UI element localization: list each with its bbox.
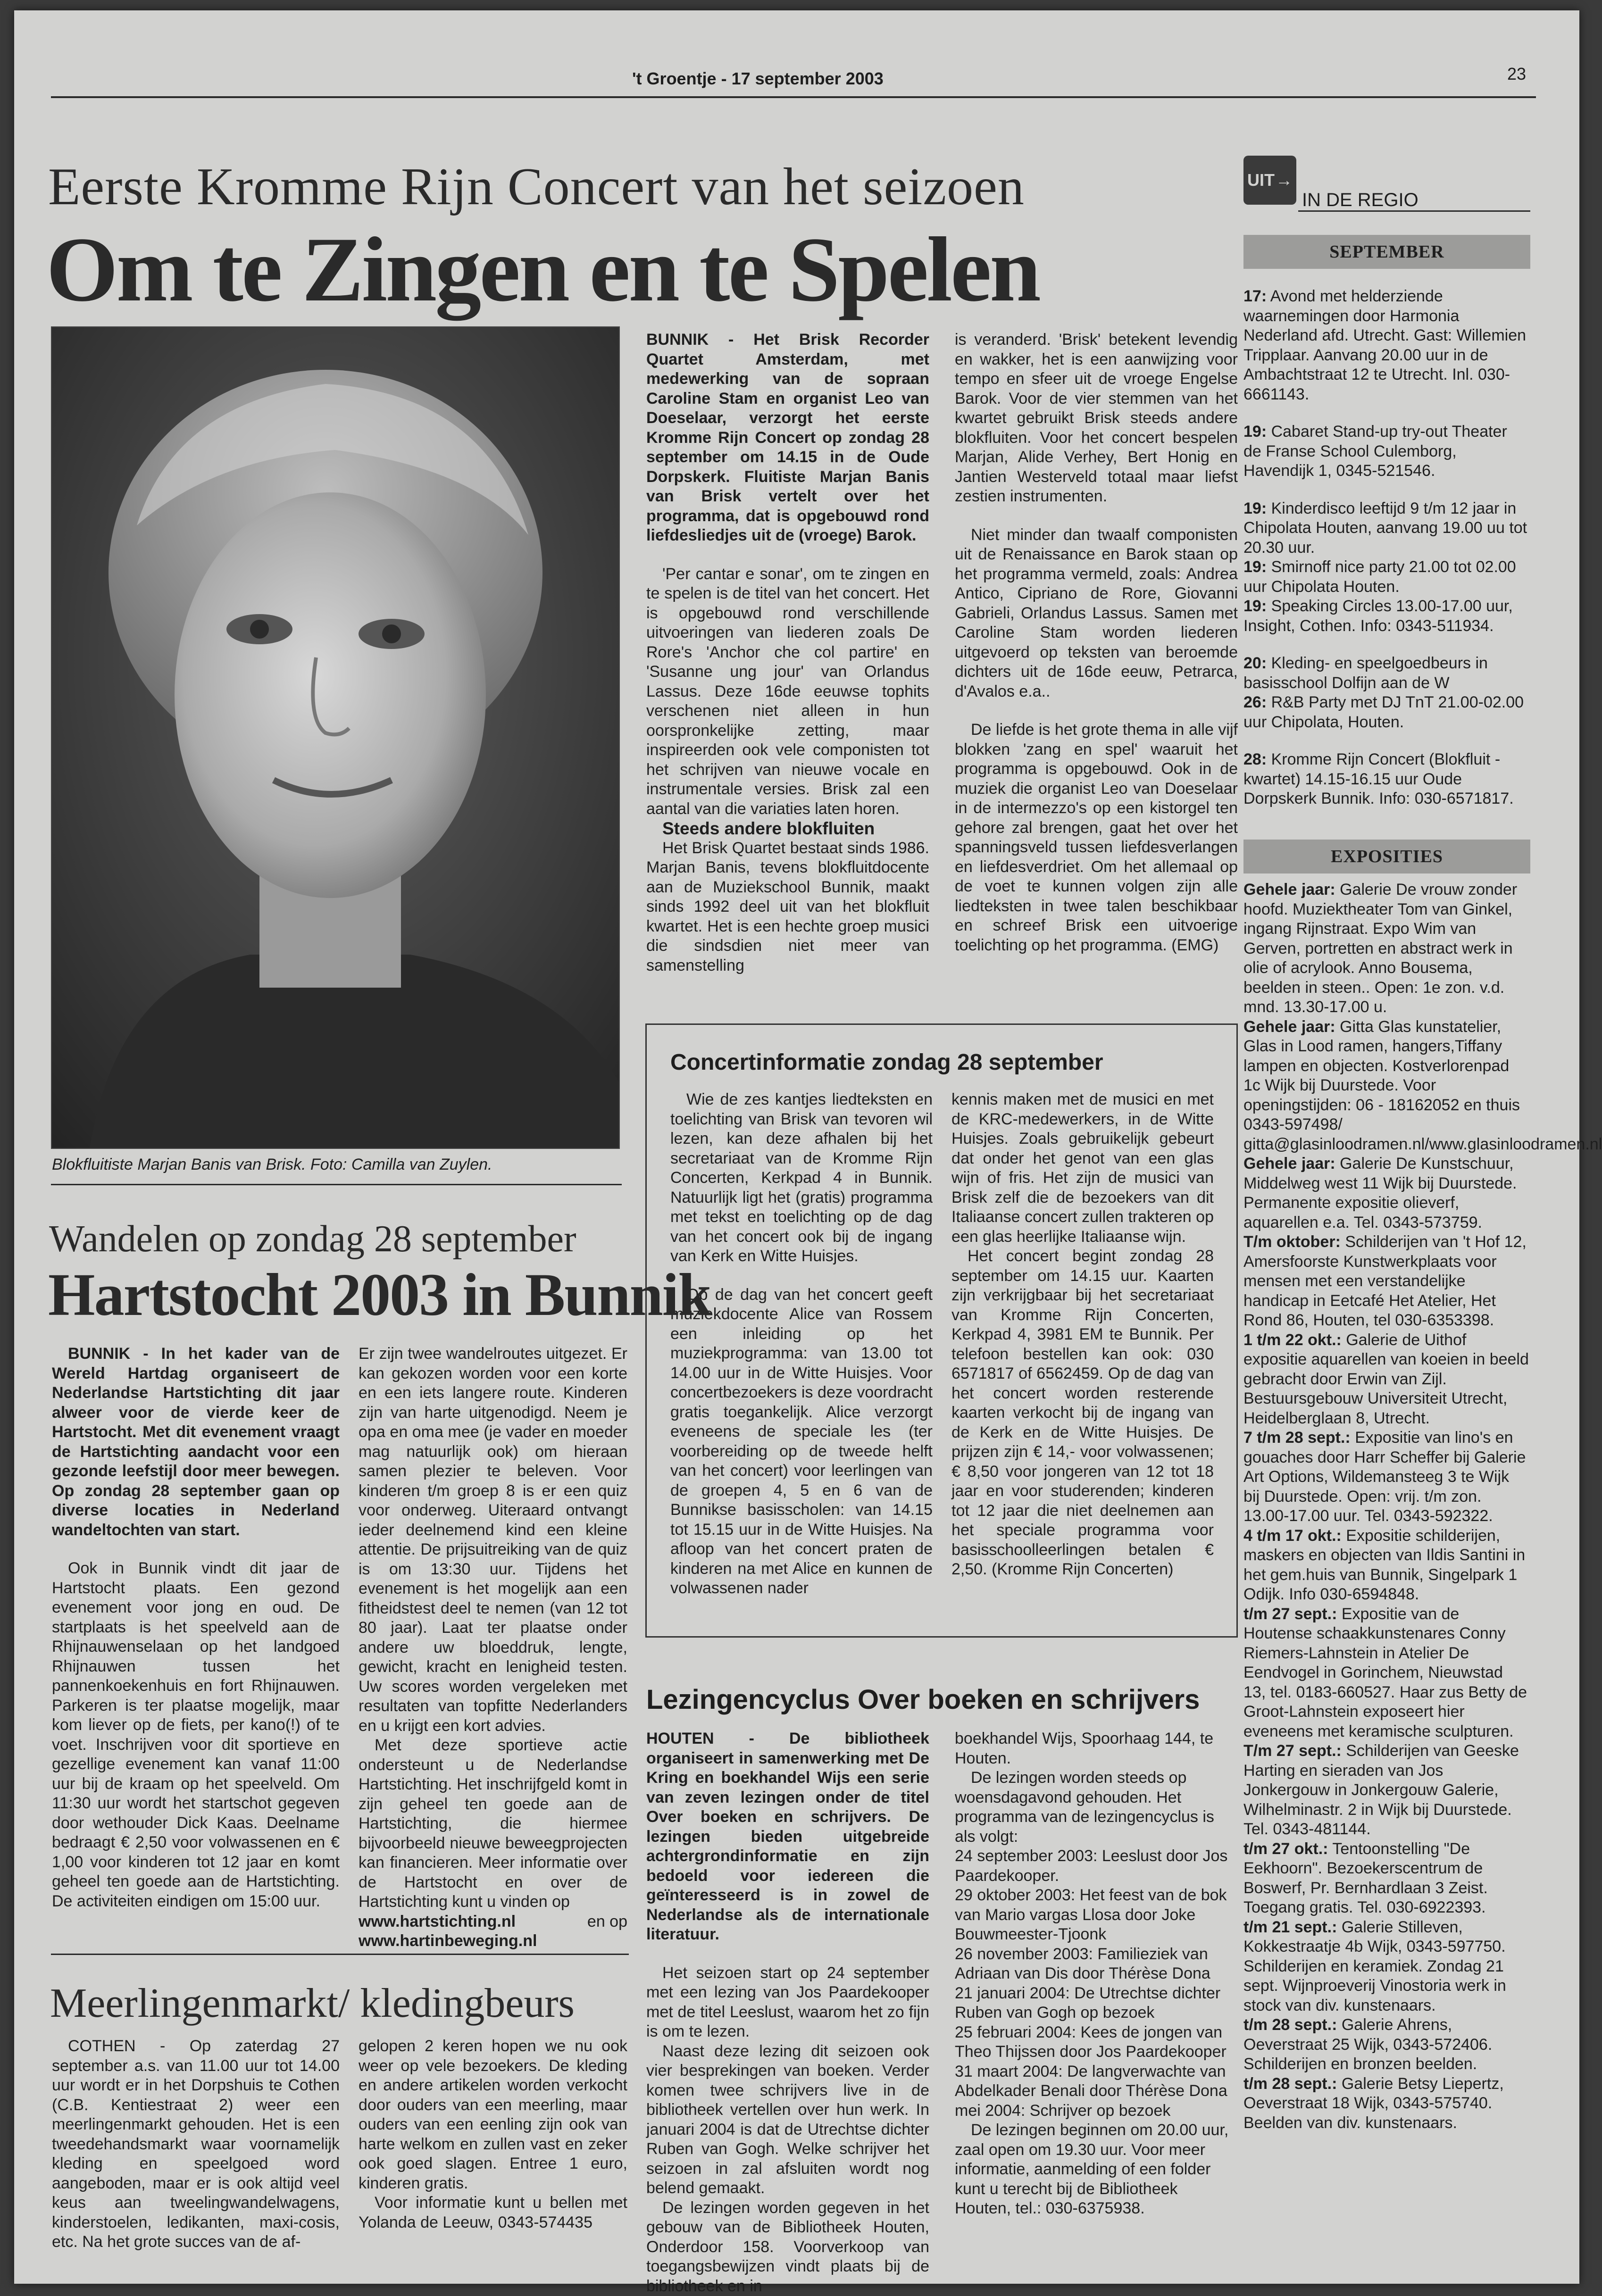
info-paragraph: Wie de zes kantjes liedteksten en toelichting van Brisk van tevoren wil lezen, kan deze afhalen bij het secretariaat van de Kromme Rijn Concerten, Kerkpad 4 in Bunnik. Natuurlijk ligt het (gratis) programma met tekst en toelichting op de dag van het concert ook bij de ingang van Kerk en Witte Huisjes. [670, 1090, 933, 1266]
concert-lead: BUNNIK - Het Brisk Recorder Quartet Amsterdam, met medewerking van de sopraan Caroline Stam en organist Leo van Doeselaar, verzorgt het eerste Kromme Rijn Concert op zondag 28 september om 14.15 in de Oude Dorpskerk. Fluitiste Marjan Banis van Brisk vertelt over het programma, dat is opgebouwd rond liefdesliedjes uit de (vroege) Barok. [646, 330, 929, 546]
section-rule [51, 1954, 629, 1955]
meerlingen-paragraph: gelopen 2 keren hopen we nu ook weer op vele bezoekers. De kleding en andere artikelen worden verkocht door ouders van een meerling, maar ouders van een eenling zijn ook van harte welkom en zullen vast en zeker ook goed slagen. Entree 1 euro, kinderen gratis. [359, 2037, 627, 2193]
event-date: t/m 21 sept.: [1243, 1918, 1337, 1936]
event-text: Gitta Glas kunstatelier, Glas in Lood ramen, hangers,Tiffany lampen en objecten. Kostverlorenpad 1c Wijk bij Duurstede. Voor openingstijden: 06 - 18162052 en thuis 0343-597498/ gitta@glasinloodramen.nl/www.glasinloodramen.nl [1243, 1018, 1602, 1153]
event-item [1243, 1331, 1529, 1429]
info-paragraph: Op de dag van het concert geeft muziekdocente Alice van Rossem een inleiding op het muziekprogramma: van 13.00 tot 14.00 uur in de Witte Huisjes. Voor concertbezoekers is deze voordracht gratis toegankelijk. Alice verzorgt eveneens de speciale les (ter voorbereiding op de tweede helft van het concert) voor leerlingen van de groepen 4, 5 en 6 van de Bunnikse basisscholen: van 14.15 tot 15.15 uur in de Witte Huisjes. Na afloop van het concert praten de kinderen na met Alice en kunnen de volwassenen nader [670, 1285, 933, 1598]
event-item [1243, 422, 1529, 481]
info-paragraph: Het concert begint zondag 28 september om 14.15 uur. Kaarten zijn verkrijgbaar bij het secretariaat van Kromme Rijn Concerten, Kerkpad 4, 3981 EM te Bunnik. Per telefoon bestellen kan ook: 030 6571817 of 6562459. Op de dag van het concert worden resterende kaarten verkocht bij de ingang van de Kerk en de Witte Huisjes. De prijzen zijn € 14,- voor volwassenen; € 8,50 voor jongeren van 12 tot 18 jaar en voor studerenden; kinderen tot 12 jaar die niet deelnemen aan het speciale programma voor basisschoolleerlingen betalen € 2,50. (Kromme Rijn Concerten) [951, 1247, 1214, 1580]
event-item [1243, 2074, 1529, 2133]
concert-kicker: Eerste Kromme Rijn Concert van het seizoen [48, 157, 1025, 217]
event-date: 19: [1243, 499, 1267, 517]
lezingen-paragraph: De lezingen worden gegeven in het gebouw van de Bibliotheek Houten, Onderdoor 158. Voorverkoop van toegangsbewijzen vindt plaats bij de bibliotheek en in [646, 2198, 929, 2296]
info-box-column-2 [951, 1090, 1214, 1580]
event-item [1243, 287, 1529, 404]
event-date: 19: [1243, 423, 1267, 441]
event-date: 19: [1243, 597, 1267, 615]
hartstocht-paragraph: Ook in Bunnik vindt dit jaar de Hartstocht plaats. Een gezond evenement voor jong en oud. De startplaats is het speelveld aan de Rhijnauwenselaan op het landgoed Rhijnauwen tussen het pannenkoekenhuis en fort Rhijnauwen. Parkeren is ter plaatse mogelijk, maar kom liever op de fiets, per kano(!) of te voet. Inschrijven voor dit sportieve en gezellige evenement kan vanaf 11:00 uur bij de kraam op het speelveld. Om 11:30 uur wordt het startschot gegeven door wethouder Dick Kaas. Deelname bedraagt € 2,50 voor volwassenen en € 1,00 voor kinderen tot 12 jaar en komt geheel ten goede aan de Hartstichting. De activiteiten eindigen om 15:00 uur. [52, 1559, 340, 1911]
uit-logo [1243, 156, 1296, 205]
event-text: Tentoonstelling "De Eekhoorn". Bezoekerscentrum de Boswerf, Pr. Bernhardlaan 3 Zeist. Toegang gratis. Tel. 030-6922393. [1243, 1840, 1488, 1917]
hartstocht-title: Hartstocht 2003 in Bunnik [48, 1260, 711, 1330]
running-header: 't Groentje - 17 september 2003 [632, 69, 884, 89]
concert-paragraph: 'Per cantar e sonar', om te zingen en te spelen is de titel van het concert. Het is opgebouwd rond verschillende uitvoeringen van liederen zoals De Rore's 'Anchor che col partire' en 'Susanne ung jour' van Orlandus Lassus. Deze 16de eeuwse tophits verschenen niet alleen in hun oorspronkelijke zetting, maar inspireerden ook vele componisten tot het schrijven van nieuwe vocale en instrumentale versies. Brisk zal een aantal van die variaties laten horen. [646, 565, 929, 819]
caption-rule [51, 1184, 622, 1185]
hartstocht-column-2 [359, 1344, 627, 1951]
meerlingen-paragraph: COTHEN - Op zaterdag 27 september a.s. van 11.00 uur tot 14.00 uur wordt er in het Dorpshuis te Cothen (C.B. Kentiestraat 2) weer een meerlingenmarkt gehouden. Het is een tweedehandsmarkt waar voornamelijk kleding en speelgoed word aangeboden, maar er is ook altijd veel keus aan tweelingwandelwagens, kinderstoelen, ledikanten, maxi-cosis, etc. Na het grote succes van de af- [52, 2037, 340, 2252]
event-text: Speaking Circles 13.00-17.00 uur, Insight, Cothen. Info: 0343-511934. [1243, 597, 1513, 635]
header-rule [51, 96, 1536, 98]
hartstocht-paragraph: Er zijn twee wandelroutes uitgezet. Er kan gekozen worden voor een korte en een iets langere route. Kinderen zijn van harte uitgenodigd. Neem je opa en oma mee (je vader en moeder mag natuurlijk ook) om hieraan samen plezier te beleven. Voor kinderen t/m groep 8 is er een quiz voor onderweg. Uiteraard ontvangt ieder deelnemend kind een kleine attentie. De prijsuitreiking van de quiz is om 13:30 uur. Tijdens het evenement is het mogelijk aan een fitheidstest deel te nemen (van 12 tot 80 jaar). Laat ter plaatse onder andere uw bloeddruk, lengte, gewicht, kracht en lenigheid testen. Uw scores worden vergeleken met resultaten van topfitte Nederlanders en u krijgt een kort advies. [359, 1344, 627, 1736]
lezingen-paragraph: Het seizoen start op 24 september met een lezing van Jos Paardekooper met de titel Leeslust, waarom het zo fijn is om te lezen. [646, 1963, 929, 2042]
event-date: 4 t/m 17 okt.: [1243, 1527, 1342, 1545]
event-text: Expositie van lino's en gouaches door Harr Scheffer bij Galerie Art Options, Wildemansteeg 3 te Wijk bij Duurstede. Open: vrij. t/m zon. 13.00-17.00 uur. Tel. 0343-592322. [1243, 1429, 1526, 1525]
event-text: Galerie de Uithof expositie aquarellen van koeien in beeld gebracht door Erwin van Zijl. Bestuursgebouw Universiteit Utrecht, Heidelberglaan 8, Utrecht. [1243, 1331, 1529, 1427]
concert-column-1 [646, 330, 929, 975]
concert-paragraph: Niet minder dan twaalf componisten uit de Renaissance en Barok staan op het programma vermeld, zoals: Andrea Antico, Cipriano de Rore, Giovanni Gabrieli, Orlandus Lassus. Samen met Caroline Stam worden liederen uitgevoerd op teksten van beroemde dichters uit de 16de eeuw, Petrarca, d'Avalos e.a.. [955, 525, 1238, 702]
event-date: 26: [1243, 693, 1267, 711]
info-paragraph: kennis maken met de musici en met de KRC-medewerkers, in de Witte Huisjes. Zoals gebruikelijk gebeurt dat onder het genot van een glas wijn of fris. Het zijn de musici van Brisk zelf die de bezoekers van dit Italiaanse concert zullen trakteren op een glas heerlijke Italiaanse wijn. [951, 1090, 1214, 1247]
lezingen-paragraph: Naast deze lezing dit seizoen ook vier besprekingen van boeken. Verder komen twee schrijvers live in de bibliotheek vertellen over hun werk. In januari 2004 is dat de Utrechtse dichter Ruben van Gogh. Welke schrijver het seizoen in zal afsluiten wordt nog belend gemaakt. [646, 2042, 929, 2198]
lezingen-paragraph: De lezingen worden steeds op woensdagavond gehouden. Het programma van de lezingencyclus is als volgt: [955, 1768, 1238, 1847]
hartstichting-link[interactable]: www.hartstichting.nl [359, 1913, 516, 1930]
event-text: Expositie van de Houtense schaakkunstenares Conny Riemers-Lahnstein in Atelier De Eendvogel in Gorinchem, Nieuwstad 13, tel. 0183-660527. Haar zus Betty de Groot-Lahnstein exposeert hier eveneens met keramische sculpturen. [1243, 1605, 1527, 1740]
event-date: t/m 28 sept.: [1243, 2075, 1337, 2093]
event-item [1243, 1918, 1529, 2016]
hartstocht-kicker: Wandelen op zondag 28 september [49, 1218, 576, 1261]
event-item [1243, 1741, 1529, 1839]
info-box-column-1 [670, 1090, 933, 1598]
event-date: 7 t/m 28 sept.: [1243, 1429, 1351, 1447]
schedule-item: 31 maart 2004: De langverwachte van Abdelkader Benali door Thérèse Dona [955, 2062, 1238, 2101]
arrow-right-icon: → [1276, 170, 1293, 190]
exposities-events [1243, 880, 1529, 2133]
event-date: t/m 27 okt.: [1243, 1840, 1328, 1858]
event-item [1243, 1232, 1529, 1331]
meerlingen-paragraph: Voor informatie kunt u bellen met Yolanda de Leeuw, 0343-574435 [359, 2193, 627, 2232]
event-date: t/m 28 sept.: [1243, 2016, 1337, 2034]
event-text: Schilderijen van 't Hof 12, Amersfoorste Kunstwerkplaats voor mensen met een verstandelijke handicap in Eetcafé Het Atelier, Het Rond 86, Houten, tel 030-6353398. [1243, 1233, 1527, 1329]
schedule-item: mei 2004: Schrijver op bezoek [955, 2101, 1238, 2121]
event-text: Galerie De vrouw zonder hoofd. Muziektheater Tom van Ginkel, ingang Rijnstraat. Expo Wim van Gerven, portretten en abstract werk in olie of acrylook. Anno Bousema, beelden in steen.. Open: 1e zon. v.d. mnd. 13.30-17.00 u. [1243, 881, 1517, 1016]
concert-title: Om te Zingen en te Spelen [46, 218, 1039, 322]
event-item [1243, 499, 1529, 558]
event-item [1243, 654, 1529, 693]
event-item [1243, 1839, 1529, 1918]
event-item [1243, 1154, 1529, 1232]
schedule-item: 25 februari 2004: Kees de jongen van Theo Thijssen door Jos Paardekooper [955, 2023, 1238, 2062]
event-text: Smirnoff nice party 21.00 tot 02.00 uur Chipolata Houten. [1243, 558, 1516, 596]
lezingen-column-2 [955, 1729, 1238, 2219]
hartinbeweging-link[interactable]: www.hartinbeweging.nl [359, 1932, 537, 1950]
uit-logo-text: UIT [1247, 170, 1275, 190]
schedule-item: 21 januari 2004: De Utrechtse dichter Ruben van Gogh op bezoek [955, 1984, 1238, 2023]
concert-paragraph: De liefde is het grote thema in alle vijf blokken 'zang en spel' waaruit het programma is opgebouwd. Ook in de muziek die organist Leo van Doeselaar in de intermezzo's op een kistorgel ten gehore zal brengen, gaat het over het spanningsveld tussen liefdesverlangen en liefdesverdriet. Om het allemaal op de voet te kunnen volgen zijn alle liedteksten in twee talen beschikbaar en schreef Brisk een uitvoerige toelichting op het programma. (EMG) [955, 720, 1238, 955]
event-item [1243, 557, 1529, 597]
event-date: 17: [1243, 287, 1267, 305]
page-number: 23 [1507, 64, 1526, 84]
hartstocht-column-1 [52, 1344, 340, 1911]
event-text: Galerie Betsy Liepertz, Oeverstraat 18 Wijk, 0343-575740. Beelden van div. kunstenaars. [1243, 2075, 1504, 2132]
event-item [1243, 880, 1529, 1017]
portrait-photo [51, 326, 620, 1149]
link-connector: en op [587, 1912, 627, 1932]
event-date: 19: [1243, 558, 1267, 576]
event-date: 28: [1243, 750, 1267, 768]
concert-column-2 [955, 330, 1238, 955]
meerlingen-column-2 [359, 2037, 627, 2232]
event-text: Schilderijen van Geeske Harting en sieraden van Jos Jonkergouw in Jonkergouw Galerie, Wilhelminastr. 2 in Wijk bij Duurstede. Tel. 0343-481144. [1243, 1742, 1519, 1838]
exposities-heading: EXPOSITIES [1243, 840, 1530, 873]
event-item [1243, 1017, 1529, 1155]
september-heading: SEPTEMBER [1243, 235, 1530, 269]
event-text: Avond met helderziende waarnemingen door Harmonia Nederland afd. Utrecht. Gast: Willemien Tripplaar. Aanvang 20.00 uur in de Ambachtstraat 12 te Utrecht. Inl. 030-6661143. [1243, 287, 1526, 403]
schedule-item: 26 november 2003: Familieziek van Adriaan van Dis door Thérèse Dona [955, 1945, 1238, 1984]
event-text: R&B Party met DJ TnT 21.00-02.00 uur Chipolata, Houten. [1243, 693, 1524, 731]
concert-info-box [645, 1023, 1238, 1638]
lecture-schedule [955, 1847, 1238, 2121]
meerlingen-title: Meerlingenmarkt/ kledingbeurs [50, 1980, 575, 2027]
event-item [1243, 693, 1529, 732]
concert-subhead: Steeds andere blokfluiten [646, 819, 929, 839]
lezingen-column-1 [646, 1729, 929, 2296]
lezingen-paragraph: boekhandel Wijs, Spoorhaag 144, te Houten. [955, 1729, 1238, 1768]
event-date: Gehele jaar: [1243, 1018, 1335, 1036]
event-date: T/m oktober: [1243, 1233, 1341, 1251]
event-item [1243, 2015, 1529, 2074]
regio-rule [1298, 210, 1530, 212]
event-text: Expositie schilderijen, maskers en objecten van Ildis Santini in het gem.huis van Bunnik, Singelpark 1 Odijk. Info 030-6594848. [1243, 1527, 1525, 1604]
event-text: Kinderdisco leeftijd 9 t/m 12 jaar in Chipolata Houten, aanvang 19.00 uu tot 20.30 uur. [1243, 499, 1527, 557]
schedule-item: 24 september 2003: Leeslust door Jos Paardekooper. [955, 1847, 1238, 1886]
event-item [1243, 597, 1529, 636]
portrait-illustration [52, 327, 619, 1148]
event-item [1243, 750, 1529, 809]
lezingen-paragraph: De lezingen beginnen om 20.00 uur, zaal open om 19.30 uur. Voor meer informatie, aanmelding of een folder kunt u terecht bij de Bibliotheek Houten, tel.: 030-6375938. [955, 2121, 1238, 2219]
event-text: Kromme Rijn Concert (Blokfluit - kwartet) 14.15-16.15 uur Oude Dorpskerk Bunnik. Info: 030-6571817. [1243, 750, 1514, 807]
lezingen-lead: HOUTEN - De bibliotheek organiseert in samenwerking met De Kring en boekhandel Wijs een serie van zeven lezingen onder de titel Over boeken en schrijvers. De lezingen bieden uitgebreide achtergrondinformatie en zijn bedoeld voor iedereen die geïnteresseerd is in zowel de Nederlandse als de internationale literatuur. [646, 1729, 929, 1945]
event-date: T/m 27 sept.: [1243, 1742, 1342, 1760]
event-text: Kleding- en speelgoedbeurs in basisschool Dolfijn aan de W [1243, 654, 1488, 692]
event-date: t/m 27 sept.: [1243, 1605, 1337, 1623]
event-text: Cabaret Stand-up try-out Theater de Franse School Culemborg, Havendijk 1, 0345-521546. [1243, 423, 1507, 480]
hartstocht-lead: BUNNIK - In het kader van de Wereld Hartdag organiseert de Nederlandse Hartstichting dit jaar alweer voor de vierde keer de Hartstocht. Met dit evenement vraagt de Hartstichting aandacht voor een gezonde leefstijl door meer bewegen. Op zondag 28 september gaan op diverse locaties in Nederland wandeltochten van start. [52, 1344, 340, 1540]
photo-caption: Blokfluitiste Marjan Banis van Brisk. Foto: Camilla van Zuylen. [52, 1156, 492, 1174]
schedule-item: 29 oktober 2003: Het feest van de bok van Mario vargas Llosa door Joke Bouwmeester-Tjoonk [955, 1886, 1238, 1945]
event-item [1243, 1605, 1529, 1742]
event-item [1243, 1526, 1529, 1605]
hartstocht-paragraph: Met deze sportieve actie ondersteunt u de Nederlandse Hartstichting. Het inschrijfgeld komt in zijn geheel ten goede aan de Hartstichting, die hiermee bijvoorbeeld nieuwe beweegprojecten kan financieren. Meer informatie over de Hartstocht en over de Hartstichting kunt u vinden op [359, 1736, 627, 1912]
september-events [1243, 287, 1529, 827]
event-text: Galerie De Kunstschuur, Middelweg west 11 Wijk bij Duurstede. Permanente expositie olieverf, aquarellen e.a. Tel. 0343-573759. [1243, 1155, 1517, 1231]
concert-paragraph: Het Brisk Quartet bestaat sinds 1986. Marjan Banis, tevens blokfluitdocente aan de Muziekschool Bunnik, maakt sinds 1992 deel uit van het blokfluit kwartet. Het is een hechte groep musici die sindsdien niet meer van samenstelling [646, 839, 929, 976]
info-box-title: Concertinformatie zondag 28 september [670, 1049, 1103, 1075]
lezingen-title: Lezingencyclus Over boeken en schrijvers [646, 1684, 1200, 1715]
concert-paragraph: is veranderd. 'Brisk' betekent levendig en wakker, het is een aanwijzing voor tempo en sfeer uit de vroege Engelse Barok. Voor de vier stemmen van het kwartet gebruikt Brisk steeds andere blokfluiten. Voor het concert bespelen Marjan, Alide Verhey, Bert Honig en Jantien Westerveld totaal maar liefst zestien instrumenten. [955, 330, 1238, 507]
event-item [1243, 1428, 1529, 1526]
event-text: Galerie Ahrens, Oeverstraat 25 Wijk, 0343-572406. Schilderijen en bronzen beelden. [1243, 2016, 1492, 2073]
event-date: Gehele jaar: [1243, 1155, 1335, 1173]
meerlingen-column-1 [52, 2037, 340, 2252]
newspaper-page [14, 10, 1579, 2284]
event-date: 20: [1243, 654, 1267, 672]
event-date: Gehele jaar: [1243, 881, 1335, 898]
regio-label: IN DE REGIO [1302, 190, 1418, 211]
event-text: Galerie Stilleven, Kokkestraatje 4b Wijk, 0343-597750. Schilderijen en keramiek. Zondag 21 sept. Wijnproeverij Vinostoria werk in stock van div. kunstenaars. [1243, 1918, 1506, 2014]
event-date: 1 t/m 22 okt.: [1243, 1331, 1342, 1349]
